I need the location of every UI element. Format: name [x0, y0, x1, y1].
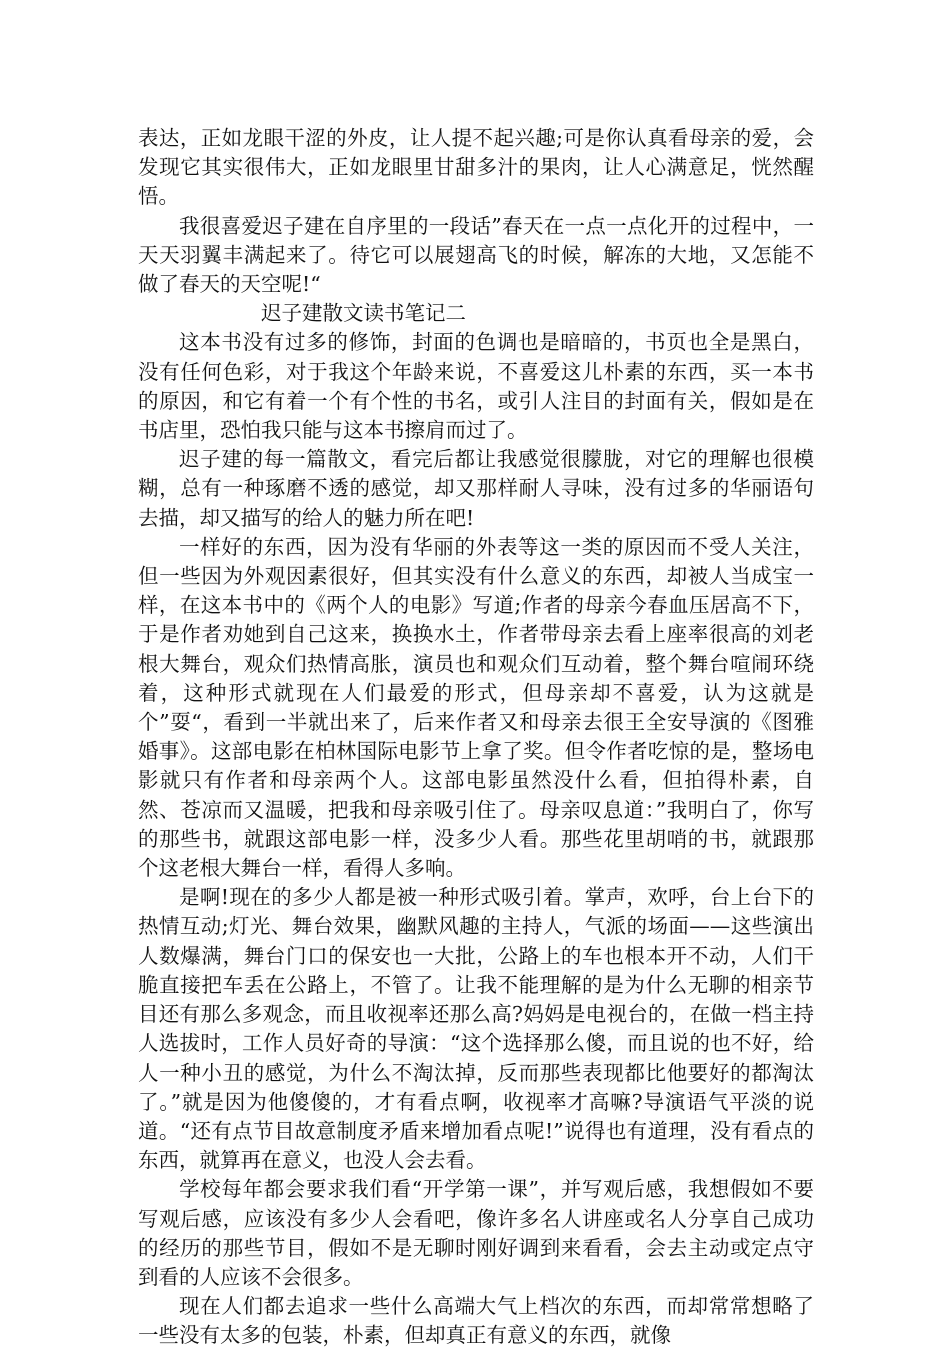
section-heading: 迟子建散文读书笔记二 [261, 301, 466, 326]
paragraph-7: 学校每年都会要求我们看“开学第一课”，并写观后感，我想假如不要写观后感，应该没有多少人会看吧，像许多名人讲座或名人分享自己成功的经历的那些节目，假如不是无聊时刚好调到来看看，会去主动或定点守到看的人应该不会很多。 [138, 1177, 814, 1289]
body-text [138, 124, 814, 1351]
paragraph-3: 这本书没有过多的修饰，封面的色调也是暗暗的，书页也全是黑白，没有任何色彩，对于我这个年龄来说，不喜爱这儿朴素的东西，买一本书的原因，和它有着一个有个性的书名，或引人注目的封面有关，假如是在书店里，恐怕我只能与这本书擦肩而过了。 [138, 330, 814, 443]
paragraph-2: 我很喜爱迟子建在自序里的一段话”春天在一点一点化开的过程中，一天天羽翼丰满起来了。待它可以展翅高飞的时候，解冻的大地，又怎能不做了春天的天空呢!“ [138, 213, 814, 297]
paragraph-8: 现在人们都去追求一些什么高端大气上档次的东西，而却常常想略了一些没有太多的包装，朴素，但却真正有意义的东西，就像 [138, 1294, 814, 1348]
paragraph-5: 一样好的东西，因为没有华丽的外表等这一类的原因而不受人关注，但一些因为外观因素很好，但其实没有什么意义的东西，却被人当成宝一样，在这本书中的《两个人的电影》写道;作者的母亲今春血压居高不下，于是作者劝她到自己这来，换换水土，作者带母亲去看上座率很高的刘老根大舞台，观众们热情高胀，演员也和观众们互动着，整个舞台喧闹环绕着，这种形式就现在人们最爱的形式，但母亲却不喜爱，认为这就是个”耍“，看到一半就出来了，后来作者又和母亲去很王全安导演的《图雅婚事》。这部电影在柏林国际电影节上拿了奖。但令作者吃惊的是，整场电影就只有作者和母亲两个人。这部电影虽然没什么看，但拍得朴素，自然、苍凉而又温暖，把我和母亲吸引住了。母亲叹息道：”我明白了，你写的那些书，就跟这部电影一样，没多少人看。那些花里胡哨的书，就跟那个这老根大舞台一样，看得人多响。 [138, 534, 814, 881]
paragraph-1: 表达，正如龙眼干涩的外皮，让人提不起兴趣;可是你认真看母亲的爱，会发现它其实很伟大，正如龙眼里甘甜多汁的果肉，让人心满意足，恍然醒悟。 [138, 126, 814, 209]
paragraph-4: 迟子建的每一篇散文，看完后都让我感觉很朦胧，对它的理解也很模糊，总有一种琢磨不透的感觉，却又那样耐人寻味，没有过多的华丽语句去描，却又描写的给人的魅力所在吧! [138, 447, 814, 530]
paragraph-6: 是啊!现在的多少人都是被一种形式吸引着。掌声，欢呼，台上台下的热情互动;灯光、舞台效果，幽默风趣的主持人，气派的场面——这些演出人数爆满，舞台门口的保安也一大批，公路上的车也根本开不动，人们干脆直接把车丢在公路上，不管了。让我不能理解的是为什么无聊的相亲节目还有那么多观念，而且收视率还那么高?妈妈是电视台的，在做一档主持人选拔时，工作人员好奇的导演：“这个选择那么傻，而且说的也不好，给人一种小丑的感觉，为什么不淘汰掉，反而那些表现都比他要好的都淘汰了。”就是因为他傻傻的，才有看点啊，收视率才高嘛?导演语气平淡的说道。“还有点节目故意制度矛盾来增加看点呢!”说得也有道理，没有看点的东西，就算再在意义，也没人会去看。 [138, 885, 814, 1173]
